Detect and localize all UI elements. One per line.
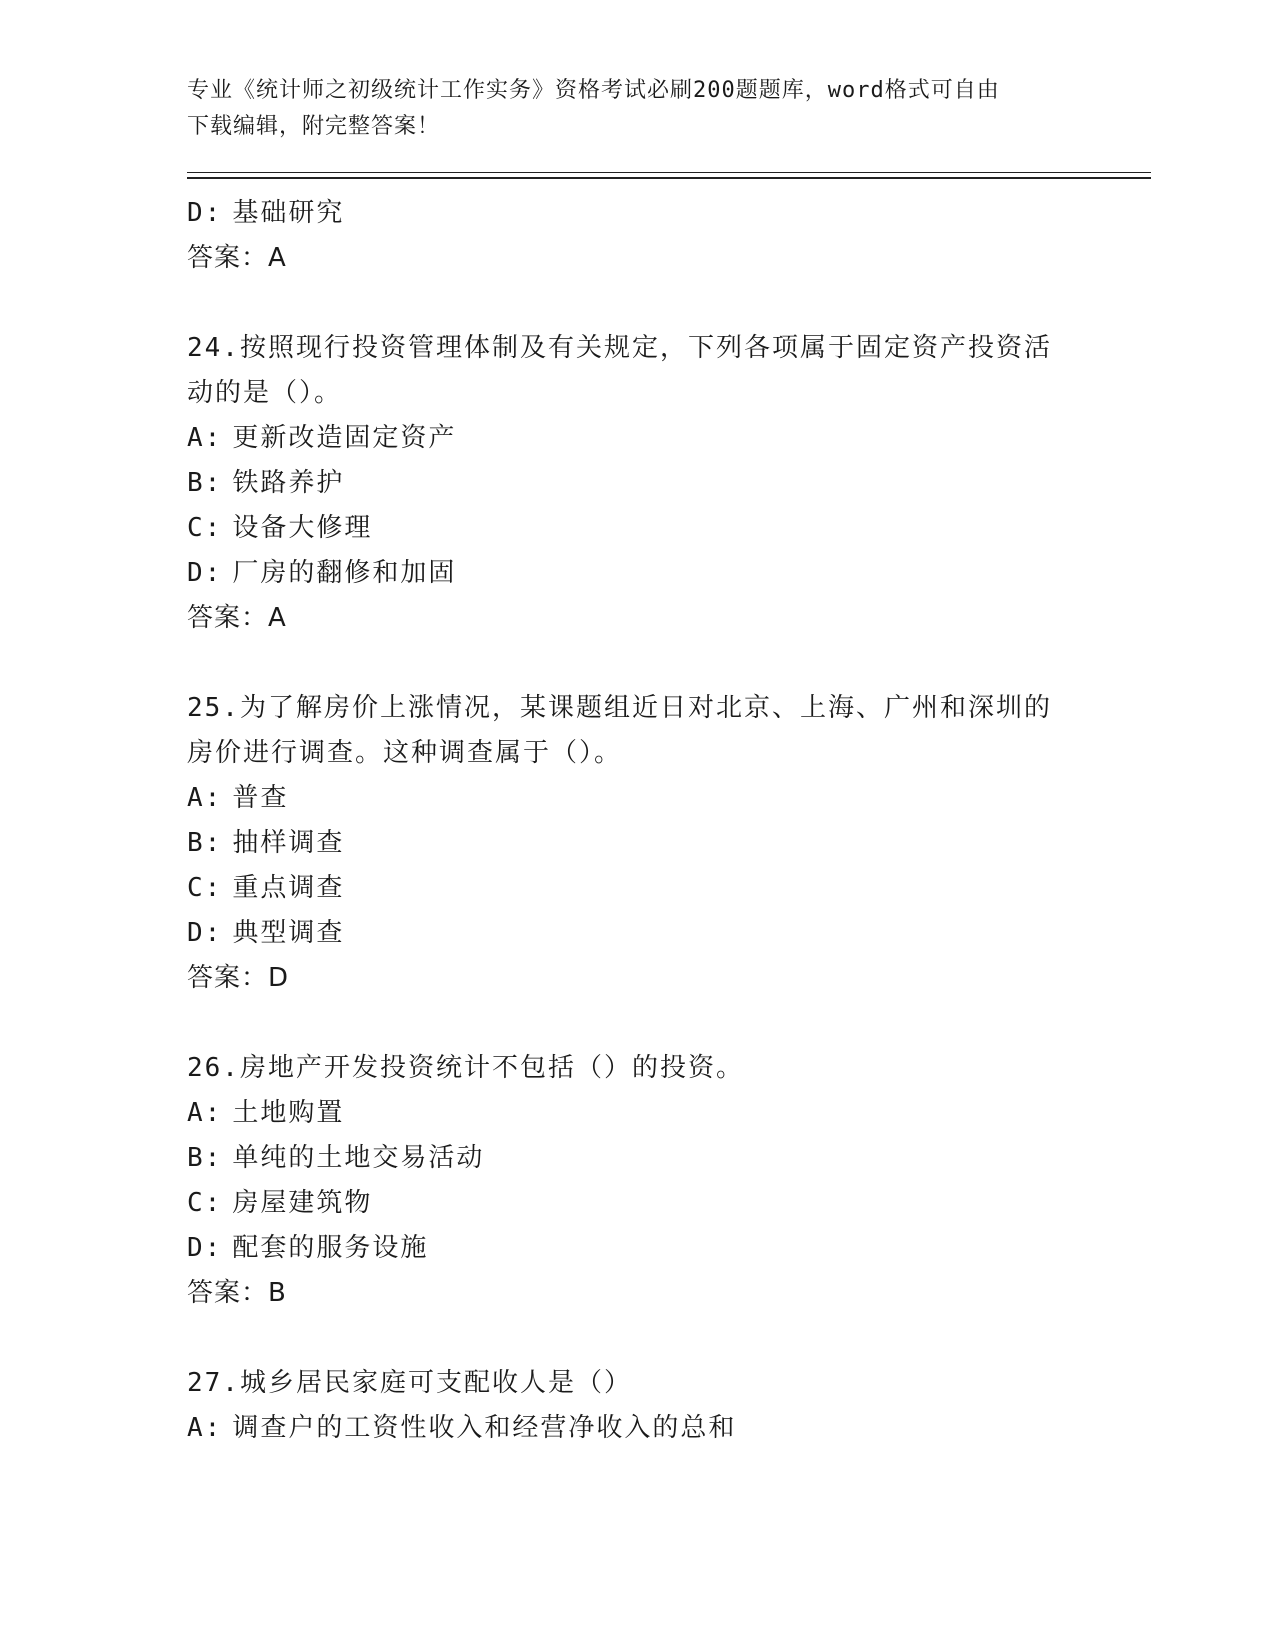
option-a — [187, 1091, 1087, 1136]
option-key: C: — [187, 513, 223, 543]
question-26 — [187, 1046, 1087, 1316]
option-key: D: — [187, 918, 223, 948]
header-title-line-2: 下载编辑，附完整答案！ — [187, 114, 441, 139]
question-stem: 动的是（）。 — [187, 378, 343, 408]
option-b — [187, 821, 1087, 866]
question-stem: 25.为了解房价上涨情况，某课题组近日对北京、上海、广州和深圳的 — [187, 693, 1052, 723]
option-text: 抽样调查 — [232, 828, 345, 858]
option-key: A: — [187, 1098, 223, 1128]
option-key: B: — [187, 828, 223, 858]
question-25 — [187, 686, 1087, 1001]
option-text: 厂房的翻修和加固 — [232, 558, 457, 588]
spacer — [187, 641, 1087, 686]
answer-line: 答案：A — [187, 243, 287, 273]
option-a — [187, 416, 1087, 461]
option-text: 设备大修理 — [232, 513, 373, 543]
document-header — [187, 73, 1067, 145]
option-key: A: — [187, 783, 223, 813]
option-text: 典型调查 — [232, 918, 345, 948]
option-text: 铁路养护 — [232, 468, 345, 498]
option-a — [187, 776, 1087, 821]
option-key: D: — [187, 1233, 223, 1263]
option-d — [187, 1226, 1087, 1271]
option-b — [187, 1136, 1087, 1181]
header-rule-thin — [187, 172, 1151, 173]
option-a — [187, 1406, 1087, 1451]
option-d — [187, 911, 1087, 956]
option-key: D: — [187, 198, 223, 228]
option-key: C: — [187, 1188, 223, 1218]
option-key: A: — [187, 423, 223, 453]
option-b — [187, 461, 1087, 506]
option-text: 更新改造固定资产 — [232, 423, 457, 453]
question-stem: 24.按照现行投资管理体制及有关规定，下列各项属于固定资产投资活 — [187, 333, 1052, 363]
option-text: 重点调查 — [232, 873, 345, 903]
option-key: B: — [187, 1143, 223, 1173]
question-stem: 26.房地产开发投资统计不包括（）的投资。 — [187, 1053, 744, 1083]
option-text: 基础研究 — [232, 198, 345, 228]
answer-line: 答案：A — [187, 603, 287, 633]
option-key: D: — [187, 558, 223, 588]
option-key: C: — [187, 873, 223, 903]
spacer — [187, 1001, 1087, 1046]
option-c — [187, 506, 1087, 551]
question-stem: 房价进行调查。这种调查属于（）。 — [187, 738, 623, 768]
option-text: 配套的服务设施 — [232, 1233, 429, 1263]
header-rule-thick — [187, 177, 1151, 179]
option-text: 单纯的土地交易活动 — [232, 1143, 485, 1173]
answer-line: 答案：B — [187, 1278, 287, 1308]
header-title-line-1: 专业《统计师之初级统计工作实务》资格考试必刷200题题库，word格式可自由 — [187, 78, 1000, 103]
option-text: 普查 — [232, 783, 289, 813]
spacer — [187, 281, 1087, 326]
option-c — [187, 1181, 1087, 1226]
question-body — [187, 191, 1087, 1451]
option-text: 调查户的工资性收入和经营净收入的总和 — [232, 1413, 737, 1443]
option-key: A: — [187, 1413, 223, 1443]
question-24 — [187, 326, 1087, 641]
option-d — [187, 551, 1087, 596]
answer-line: 答案：D — [187, 963, 290, 993]
option-key: B: — [187, 468, 223, 498]
option-text: 土地购置 — [232, 1098, 345, 1128]
question-stem: 27.城乡居民家庭可支配收人是（） — [187, 1368, 632, 1398]
question-27 — [187, 1361, 1087, 1451]
option-c — [187, 866, 1087, 911]
option-text: 房屋建筑物 — [232, 1188, 373, 1218]
spacer — [187, 1316, 1087, 1361]
option-d — [187, 191, 1087, 236]
